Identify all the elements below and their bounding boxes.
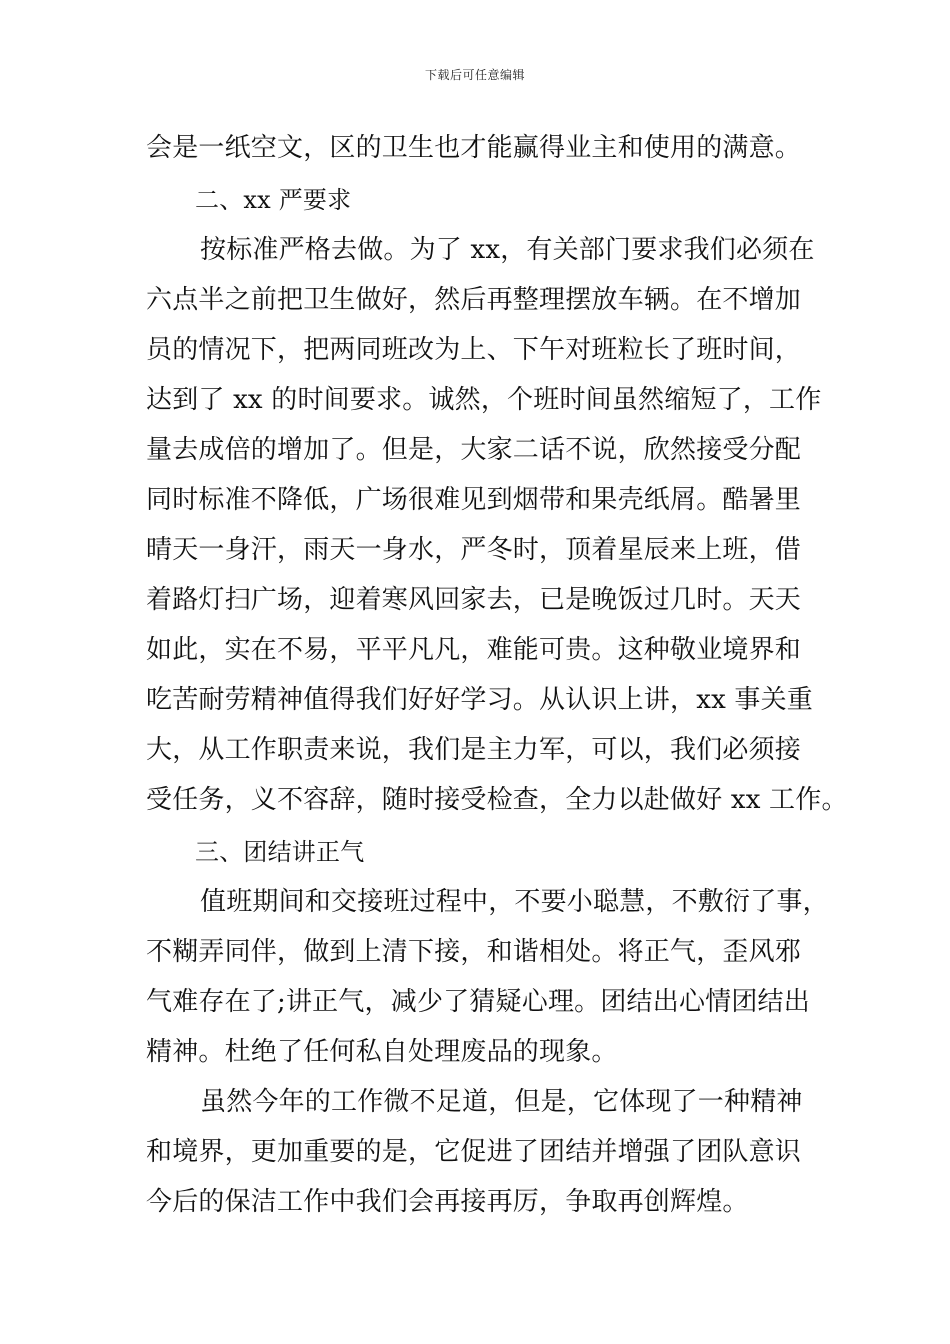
body-line: 如此，实在不易，平平凡凡，难能可贵。这种敬业境界和 xyxy=(146,635,802,665)
paragraph-first-line: 虽然今年的工作微不足道，但是，它体现了一种精神 xyxy=(200,1087,803,1117)
section-heading-2: 二、xx 严要求 xyxy=(195,186,352,214)
body-line: 同时标准不降低，广场很难见到烟带和果壳纸屑。酷暑里 xyxy=(146,485,802,515)
paragraph-first-line: 值班期间和交接班过程中，不要小聪慧，不敷衍了事， xyxy=(200,887,829,917)
body-line: 六点半之前把卫生做好，然后再整理摆放车辆。在不增加 xyxy=(146,285,802,315)
body-line: 受任务，义不容辞，随时接受检查，全力以赴做好 xx 工作。 xyxy=(146,785,848,815)
body-line: 着路灯扫广场，迎着寒风回家去，已是晚饭过几时。天天 xyxy=(146,585,802,615)
body-line: 不糊弄同伴，做到上清下接，和谐相处。将正气，歪风邪 xyxy=(146,937,802,967)
body-line: 会是一纸空文，区的卫生也才能赢得业主和使用的满意。 xyxy=(146,133,802,163)
body-line: 今后的保洁工作中我们会再接再厉，争取再创辉煌。 xyxy=(146,1187,749,1217)
paragraph-first-line: 按标准严格去做。为了 xx，有关部门要求我们必须在 xyxy=(200,235,815,265)
body-line: 精神。杜绝了任何私自处理废品的现象。 xyxy=(146,1037,618,1067)
page-header: 下载后可任意编辑 xyxy=(424,68,525,82)
body-line: 大，从工作职责来说，我们是主力军，可以，我们必须接 xyxy=(146,735,802,765)
body-line: 和境界，更加重要的是，它促进了团结并增强了团队意识 xyxy=(146,1137,802,1167)
body-line: 达到了 xx 的时间要求。诚然，个班时间虽然缩短了，工作 xyxy=(146,385,822,415)
body-line: 吃苦耐劳精神值得我们好好学习。从认识上讲，xx 事关重 xyxy=(146,685,813,715)
body-line: 员的情况下，把两同班改为上、下午对班粒长了班时间， xyxy=(146,335,802,365)
body-line: 晴天一身汗，雨天一身水，严冬时，顶着星辰来上班，借 xyxy=(146,535,802,565)
section-heading-3: 三、团结讲正气 xyxy=(195,838,365,866)
body-line: 量去成倍的增加了。但是，大家二话不说，欣然接受分配 xyxy=(146,435,802,465)
body-line: 气难存在了;讲正气，减少了猜疑心理。团结出心情团结出 xyxy=(146,987,810,1017)
